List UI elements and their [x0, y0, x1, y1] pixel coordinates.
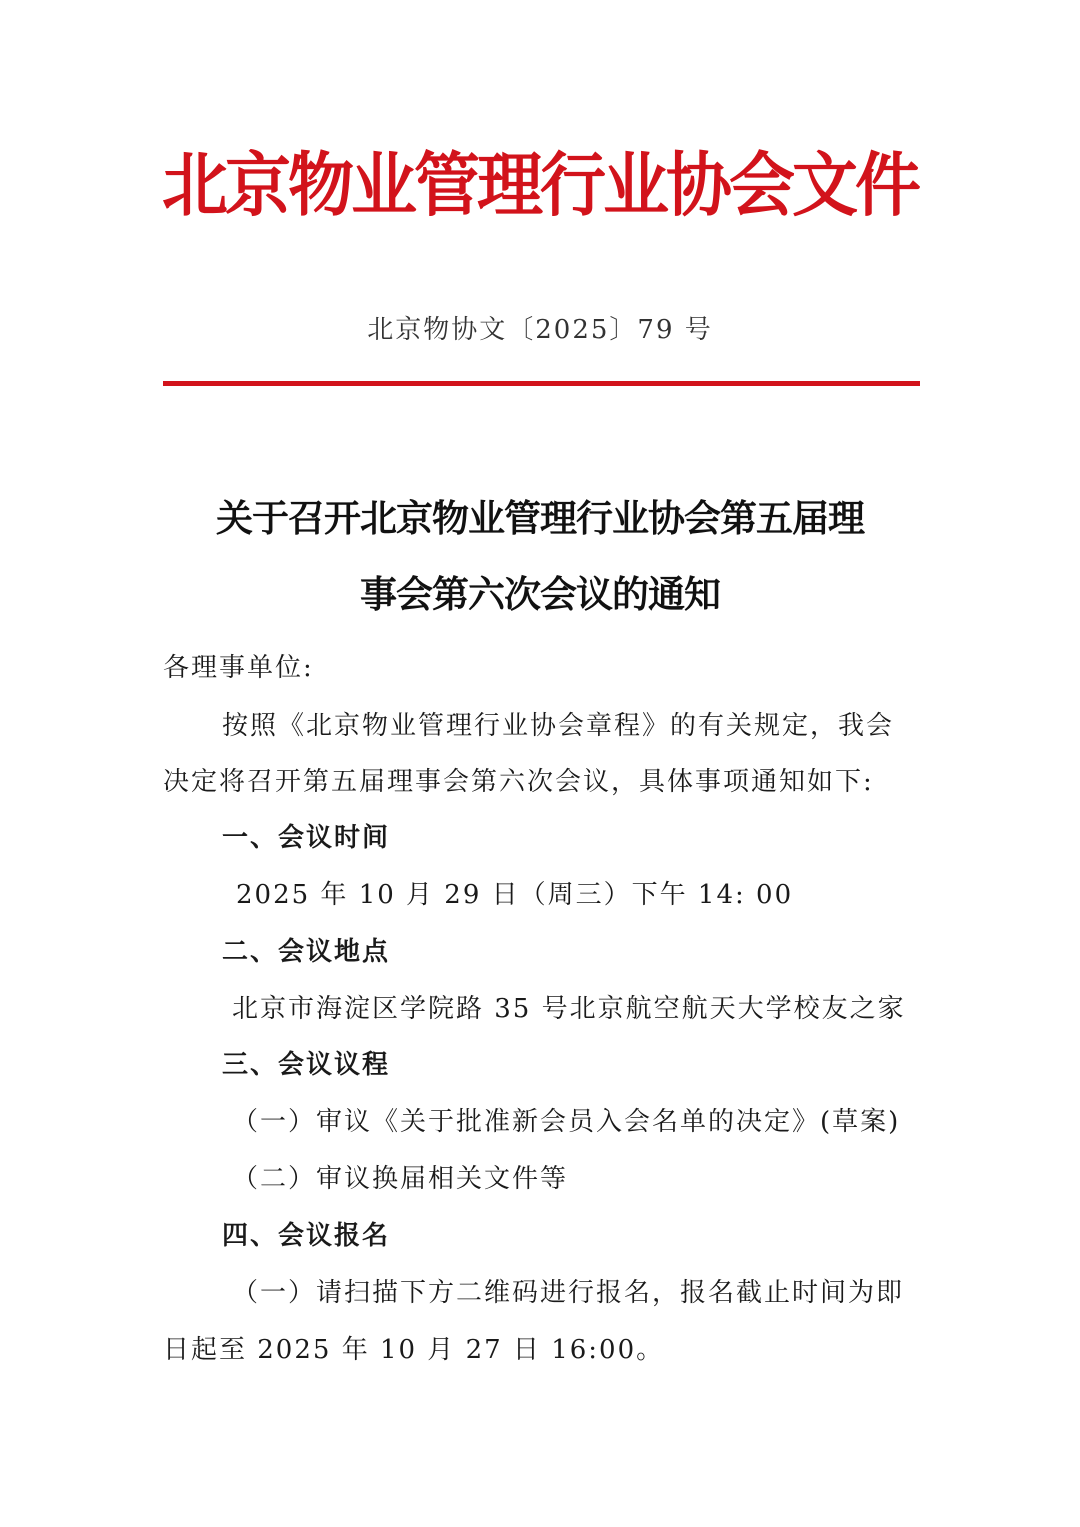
section-heading-agenda: 三、会议议程 [222, 1050, 391, 1080]
red-divider-line [163, 381, 920, 386]
masthead-title: 北京物业管理行业协会文件 [162, 144, 918, 226]
salutation: 各理事单位: [163, 653, 314, 683]
meeting-location: 北京市海淀区学院路 35 号北京航空航天大学校友之家 [232, 994, 906, 1024]
notice-title-line-1: 关于召开北京物业管理行业协会第五届理 [216, 496, 864, 540]
section-heading-location: 二、会议地点 [222, 937, 391, 967]
agenda-item-2: （二）审议换届相关文件等 [232, 1164, 569, 1194]
meeting-time: 2025 年 10 月 29 日（周三）下午 14: 00 [236, 880, 794, 910]
document-number: 北京物协文〔2025〕79 号 [367, 315, 713, 345]
intro-line-1: 按照《北京物业管理行业协会章程》的有关规定，我会 [222, 711, 895, 741]
section-heading-registration: 四、会议报名 [222, 1221, 391, 1251]
registration-line-1: （一）请扫描下方二维码进行报名，报名截止时间为即 [232, 1278, 905, 1308]
intro-line-2: 决定将召开第五届理事会第六次会议，具体事项通知如下: [163, 767, 874, 797]
notice-title [150, 480, 930, 632]
notice-title-line-2: 事会第六次会议的通知 [360, 572, 720, 616]
section-heading-time: 一、会议时间 [222, 823, 391, 853]
agenda-item-1: （一）审议《关于批准新会员入会名单的决定》(草案) [232, 1107, 901, 1137]
registration-line-2: 日起至 2025 年 10 月 27 日 16:00。 [163, 1335, 665, 1365]
